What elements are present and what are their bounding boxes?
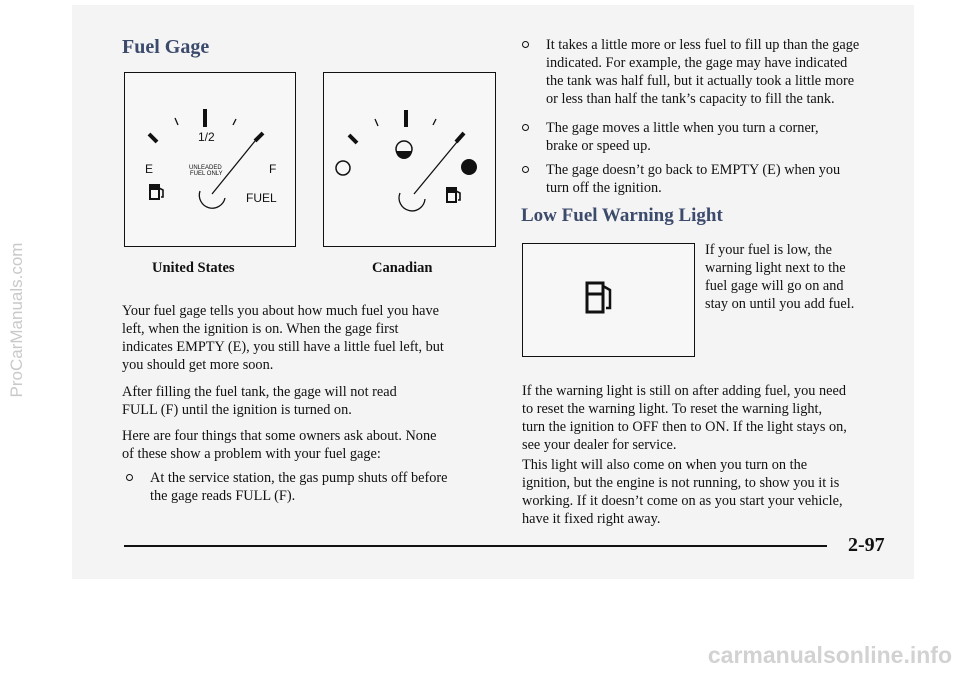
us-gauge-full-label: F: [269, 162, 277, 176]
fuel-pump-icon: [447, 188, 460, 202]
us-gauge-half-label: 1/2: [198, 130, 215, 144]
empty-tank-icon: [336, 161, 350, 175]
text-line: indicated. For example, the gage may have indicated: [546, 55, 848, 71]
us-gauge-empty-label: E: [145, 162, 154, 176]
low-fuel-light-svg: [523, 244, 693, 355]
fuel-gage-heading: Fuel Gage: [122, 36, 210, 58]
text-line: or less than half the tank’s capacity to fill the tank.: [546, 91, 835, 107]
text-line: to reset the warning light. To reset the warning light,: [522, 401, 823, 417]
us-gauge-fuel-only-label: FUEL ONLY: [190, 171, 223, 177]
low-fuel-warning-heading: Low Fuel Warning Light: [521, 205, 723, 226]
fuel-gage-paragraph-1: [122, 302, 502, 374]
full-tank-icon: [461, 159, 477, 175]
bottom-watermark: carmanualsonline.info: [707, 642, 952, 668]
us-gauge-fuel-label: FUEL: [246, 191, 277, 205]
bullet-item: [126, 469, 502, 509]
text-line: of these show a problem with your fuel gage:: [122, 446, 381, 462]
side-watermark: [6, 30, 28, 610]
text-line: see your dealer for service.: [522, 437, 677, 453]
half-tank-icon: [396, 141, 412, 159]
bullet-icon: [522, 166, 529, 173]
fuel-gage-paragraph-3: [122, 427, 502, 463]
text-line: If your fuel is low, the: [705, 242, 832, 258]
low-fuel-light-illustration: [522, 243, 695, 357]
text-line: If the warning light is still on after adding fuel, you need: [522, 383, 846, 399]
text-line: turn off the ignition.: [546, 180, 662, 196]
text-line: indicates EMPTY (E), you still have a little fuel left, but: [122, 339, 444, 355]
text-line: After filling the fuel tank, the gage will not read: [122, 384, 397, 400]
bullet-item: [522, 119, 892, 159]
text-line: FULL (F) until the ignition is turned on.: [122, 402, 352, 418]
text-line: the tank was half full, but it actually took a little more: [546, 73, 855, 89]
us-gauge-caption: United States: [152, 260, 235, 276]
text-line: the gage reads FULL (F).: [150, 488, 296, 504]
canadian-gauge-caption: Canadian: [372, 260, 433, 276]
bullet-icon: [522, 124, 529, 131]
canadian-fuel-gauge-illustration: [323, 72, 496, 247]
canadian-gauge-svg: [324, 73, 494, 245]
text-line: This light will also come on when you turn on the: [522, 457, 808, 473]
text-line: warning light next to the: [705, 260, 846, 276]
text-line: you should get more soon.: [122, 357, 274, 373]
fuel-pump-icon: [150, 185, 163, 199]
text-line: The gage doesn’t go back to EMPTY (E) when you: [546, 162, 841, 178]
text-line: stay on until you add fuel.: [705, 296, 855, 312]
fuel-pump-icon: [587, 283, 610, 312]
text-line: working. If it doesn’t come on as you start your vehicle,: [522, 493, 843, 509]
side-watermark-text: ProCarManuals.com: [7, 242, 26, 398]
low-fuel-paragraph-1: [522, 382, 902, 454]
text-line: fuel gage will go on and: [705, 278, 844, 294]
low-fuel-side-text: [705, 241, 905, 313]
text-line: At the service station, the gas pump shuts off before: [150, 470, 448, 486]
text-line: brake or speed up.: [546, 138, 651, 154]
bullet-icon: [126, 474, 133, 481]
text-line: It takes a little more or less fuel to fill up than the gage: [546, 37, 860, 53]
low-fuel-paragraph-2: [522, 456, 902, 528]
us-gauge-unleaded-label: UNLEADED: [189, 165, 222, 171]
page-number: 2-97: [848, 534, 885, 556]
us-gauge-svg: [125, 73, 294, 245]
text-line: Your fuel gage tells you about how much fuel you have: [122, 303, 439, 319]
text-line: The gage moves a little when you turn a corner,: [546, 120, 819, 136]
bullet-item: [522, 36, 892, 112]
us-fuel-gauge-illustration: [124, 72, 296, 247]
bullet-icon: [522, 41, 529, 48]
text-line: Here are four things that some owners ask about. None: [122, 428, 437, 444]
text-line: have it fixed right away.: [522, 511, 661, 527]
text-line: ignition, but the engine is not running, to show you it is: [522, 475, 840, 491]
footer-rule: [124, 545, 827, 547]
fuel-gage-paragraph-2: [122, 383, 502, 419]
text-line: turn the ignition to OFF then to ON. If the light stays on,: [522, 419, 847, 435]
bullet-item: [522, 161, 892, 201]
text-line: left, when the ignition is on. When the gage first: [122, 321, 399, 337]
